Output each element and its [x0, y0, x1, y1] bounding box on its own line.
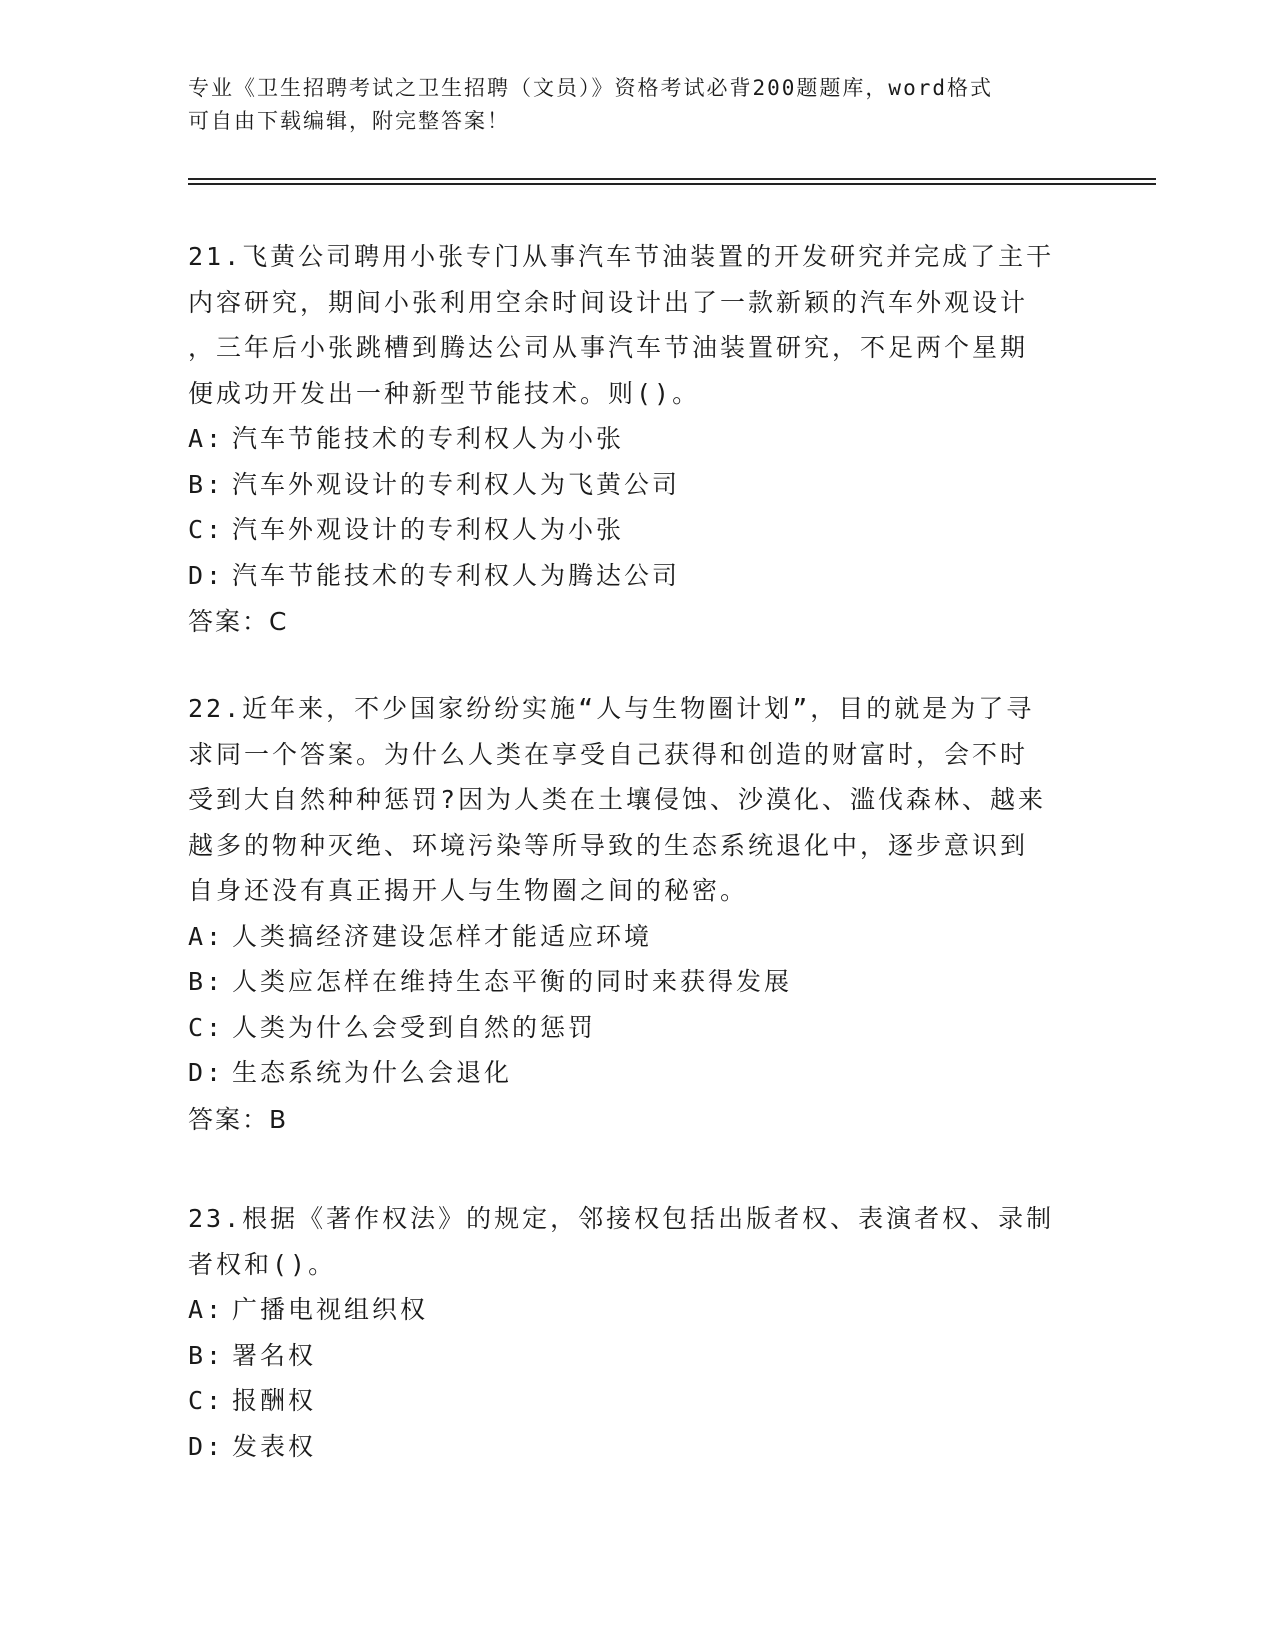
option-text: 汽车外观设计的专利权人为小张 [232, 515, 625, 544]
option-letter: B: [188, 967, 225, 996]
option-text: 发表权 [232, 1431, 317, 1461]
option-b [188, 1333, 1088, 1379]
option-c [188, 1005, 1088, 1051]
header-divider-top [188, 178, 1156, 180]
option-letter: A: [188, 1295, 225, 1324]
answer-line: 答案：B [188, 1104, 289, 1134]
question-22 [188, 686, 1088, 1142]
question-21 [188, 234, 1088, 645]
option-letter: A: [188, 424, 225, 453]
option-letter: C: [188, 515, 225, 544]
option-text: 人类为什么会受到自然的惩罚 [232, 1012, 597, 1042]
option-letter: D: [188, 1058, 225, 1087]
option-letter: B: [188, 469, 225, 499]
option-text: 人类搞经济建设怎样才能适应环境 [232, 921, 653, 951]
document-header: 专业《卫生招聘考试之卫生招聘（文员）》资格考试必背200题题库，word格式 可自由下载编辑，附完整答案！ [188, 76, 993, 133]
option-a [188, 416, 1088, 462]
option-c [188, 507, 1088, 553]
option-letter: D: [188, 560, 225, 590]
option-b [188, 959, 1088, 1005]
option-b [188, 462, 1088, 508]
option-c [188, 1378, 1088, 1424]
question-stem: 23.根据《著作权法》的规定，邻接权包括出版者权、表演者权、录制 者权和()。 [188, 1204, 1055, 1279]
option-text: 汽车节能技术的专利权人为腾达公司 [232, 560, 681, 590]
option-d [188, 1050, 1088, 1096]
answer-line: 答案：C [188, 607, 289, 636]
option-a [188, 914, 1088, 960]
option-d [188, 1424, 1088, 1470]
option-text: 广播电视组织权 [232, 1295, 429, 1324]
option-text: 署名权 [232, 1340, 317, 1370]
question-stem: 22.近年来，不少国家纷纷实施“人与生物圈计划”，目的就是为了寻 求同一个答案。为什么人类在享受自己获得和创造的财富时，会不时 受到大自然种种惩罚?因为人类在土壤侵蚀、沙漠化、滥伐森林、越来 越多的物种灭绝、环境污染等所导致的生态系统退化中，逐步意识到 自身还没有真正揭开人与生物圈之间的秘密。 [188, 694, 1047, 905]
option-text: 汽车外观设计的专利权人为飞黄公司 [232, 469, 681, 499]
header-divider-bottom [188, 183, 1156, 185]
option-text: 汽车节能技术的专利权人为小张 [232, 424, 625, 453]
option-letter: D: [188, 1431, 225, 1461]
option-text: 人类应怎样在维持生态平衡的同时来获得发展 [232, 967, 793, 996]
option-text: 生态系统为什么会退化 [232, 1058, 513, 1087]
option-text: 报酬权 [232, 1386, 317, 1415]
question-23 [188, 1196, 1088, 1469]
option-letter: B: [188, 1340, 225, 1370]
option-a [188, 1287, 1088, 1333]
option-d [188, 553, 1088, 599]
option-letter: C: [188, 1012, 225, 1042]
option-letter: C: [188, 1386, 225, 1415]
option-letter: A: [188, 921, 225, 951]
question-stem: 21.飞黄公司聘用小张专门从事汽车节油装置的开发研究并完成了主干 内容研究，期间小张利用空余时间设计出了一款新颖的汽车外观设计 ，三年后小张跳槽到腾达公司从事汽车节油装置研究，不足两个星期 便成功开发出一种新型节能技术。则()。 [188, 242, 1055, 408]
